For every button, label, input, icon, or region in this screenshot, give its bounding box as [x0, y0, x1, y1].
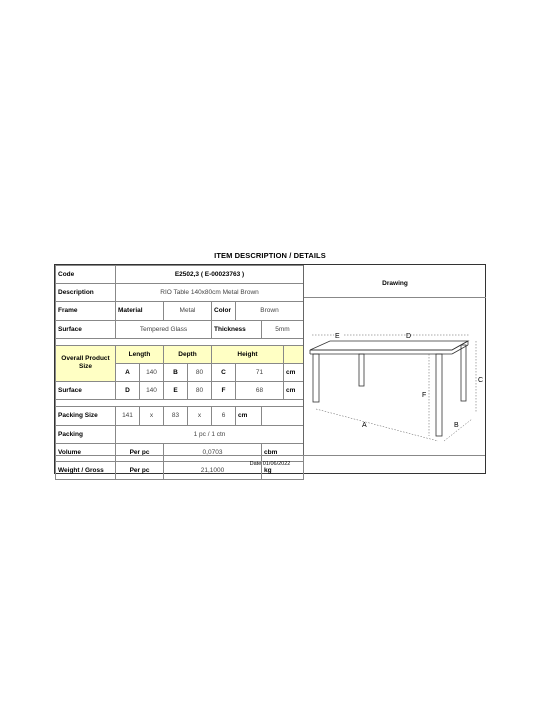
thickness-label: Thickness [212, 320, 262, 338]
height-header: Height [212, 345, 284, 363]
dimension-a [316, 409, 438, 441]
page-title: ITEM DESCRIPTION / DETAILS [214, 251, 326, 260]
volume-per: Per pc [116, 443, 164, 461]
leg-back-left [359, 354, 364, 386]
depth-header: Depth [164, 345, 212, 363]
label-d: D [406, 333, 412, 340]
material-value: Metal [164, 302, 212, 320]
volume-unit: cbm [262, 443, 304, 461]
date-footer: Date 01/06/2022 [55, 455, 485, 473]
code-row [56, 266, 304, 284]
tabletop-edge [310, 341, 468, 350]
c-value: 71 [236, 363, 284, 381]
d-label: D [116, 382, 140, 400]
leg-front-right [436, 354, 442, 436]
overall-header-row [56, 345, 304, 363]
weight-label: Weight / Gross [56, 461, 116, 479]
overall-size-label: Overall Product Size [56, 345, 116, 381]
code-label: Code [56, 266, 116, 284]
length-header: Length [116, 345, 164, 363]
label-f: F [422, 392, 427, 399]
packing-row [56, 425, 304, 443]
spec-table [55, 265, 304, 480]
frame-label: Frame [56, 302, 116, 320]
blank-cell [262, 407, 304, 425]
leg-back-right [461, 345, 466, 401]
volume-label: Volume [56, 443, 116, 461]
surface-label: Surface [56, 320, 116, 338]
description-label: Description [56, 284, 116, 302]
weight-unit: kg [262, 461, 304, 479]
surface-size-label: Surface [56, 382, 116, 400]
volume-value: 0,0703 [164, 443, 262, 461]
times-sign-1: x [140, 407, 164, 425]
overall-unit: cm [284, 363, 304, 381]
divider [304, 297, 486, 298]
a-label: A [116, 363, 140, 381]
packing-size-label: Packing Size [56, 407, 116, 425]
f-label: F [212, 382, 236, 400]
description-value: RIO Table 140x80cm Metal Brown [116, 284, 304, 302]
packing-value: 1 pc / 1 ctn [116, 425, 304, 443]
label-a: A [362, 422, 367, 429]
label-b: B [454, 422, 459, 429]
b-label: B [164, 363, 188, 381]
surface-size-row [56, 382, 304, 400]
packing-unit: cm [236, 407, 262, 425]
color-label: Color [212, 302, 236, 320]
thickness-value: 5mm [262, 320, 304, 338]
packing-length: 141 [116, 407, 140, 425]
blank-cell [284, 345, 304, 363]
description-row [56, 284, 304, 302]
code-value: E2502,3 ( E-00023763 ) [116, 266, 304, 284]
spacer [56, 338, 304, 345]
e-label: E [164, 382, 188, 400]
surface-unit: cm [284, 382, 304, 400]
surface-row [56, 320, 304, 338]
spec-sheet [54, 264, 486, 474]
d-value: 140 [140, 382, 164, 400]
label-c: C [478, 377, 484, 384]
packing-width: 83 [164, 407, 188, 425]
material-label: Material [116, 302, 164, 320]
e-value: 80 [188, 382, 212, 400]
frame-row [56, 302, 304, 320]
leg-front-left [313, 354, 319, 402]
c-label: C [212, 363, 236, 381]
drawing-panel [303, 265, 486, 456]
drawing-title: Drawing [382, 280, 408, 287]
spacer [56, 400, 304, 407]
color-value: Brown [236, 302, 304, 320]
times-sign-2: x [188, 407, 212, 425]
tabletop-top [310, 341, 468, 350]
packing-label: Packing [56, 425, 116, 443]
label-e: E [335, 333, 340, 340]
weight-per: Per pc [116, 461, 164, 479]
a-value: 140 [140, 363, 164, 381]
weight-value: 21,1000 [164, 461, 262, 479]
packing-height: 6 [212, 407, 236, 425]
table-drawing [304, 301, 486, 451]
f-value: 68 [236, 382, 284, 400]
packing-size-row [56, 407, 304, 425]
surface-value: Tempered Glass [116, 320, 212, 338]
b-value: 80 [188, 363, 212, 381]
